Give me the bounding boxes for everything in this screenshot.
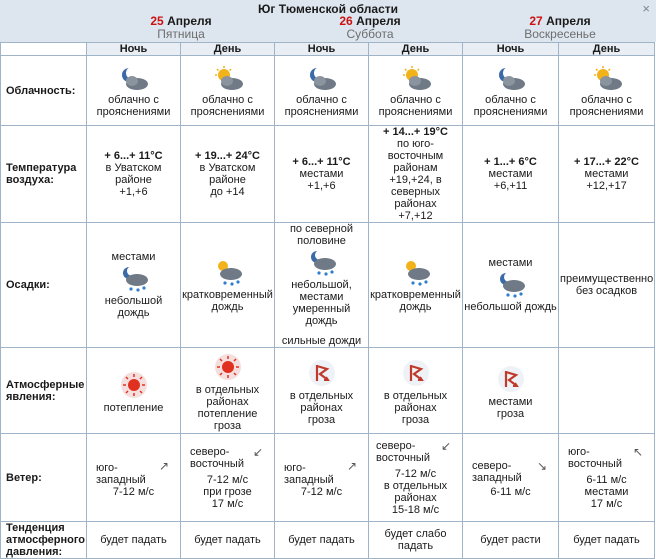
precip-text: небольшой,: [291, 279, 352, 291]
temp-extra: +6,+11: [493, 180, 528, 192]
row-label: [1, 522, 87, 559]
day-number: 25: [150, 14, 164, 28]
sun-rain-icon: [399, 259, 433, 287]
period-label: День: [181, 43, 275, 56]
period-label: День: [369, 43, 463, 56]
row-label-line: давления:: [6, 546, 63, 558]
precip-text: умеренный дождь: [292, 303, 351, 327]
wind-speed: 7-12 м/с: [394, 467, 437, 480]
moon-rain-icon: [117, 265, 151, 293]
temp-extra: местами: [584, 168, 629, 180]
wind-speed: 15-18 м/с: [391, 503, 440, 516]
wind-speed: в отдельных: [383, 479, 448, 492]
period-header-row: [1, 43, 655, 56]
row-label: Облачность:: [1, 56, 87, 126]
cloud-text: прояснениями: [473, 105, 548, 118]
precip-top: по северной: [289, 223, 354, 235]
temp-extra: местами: [299, 168, 344, 180]
temp-cell: [275, 126, 369, 223]
wind-cell: [559, 434, 655, 522]
temp-extra: +19,+24, в: [389, 174, 442, 186]
moon-cloud-icon: [117, 66, 151, 92]
wind-direction-block: [276, 458, 367, 486]
wind-speed: 17 м/с: [590, 497, 623, 510]
forecast-header: [0, 0, 656, 42]
temp-cell: [87, 126, 181, 223]
day-name: Пятница: [157, 27, 205, 41]
moon-cloud-icon: [305, 66, 339, 92]
wind-direction-line: восточный: [376, 451, 430, 464]
temp-extra: +12,+17: [586, 180, 627, 192]
wind-direction-block: [464, 458, 557, 486]
sun-warm-icon: [119, 370, 149, 400]
phen-text: районах: [394, 401, 437, 414]
region-title: Юг Тюменской области: [258, 2, 398, 16]
sun-warm-icon: [213, 352, 243, 382]
phen-cell: [559, 348, 655, 434]
thunder-icon: [401, 358, 431, 388]
precip-top: половине: [297, 235, 346, 247]
temp-extra: +7,+12: [398, 210, 433, 222]
precip-cell: [87, 223, 181, 348]
wind-arrow-icon: ↙: [252, 444, 263, 459]
wind-arrow-icon: ↘: [536, 458, 547, 473]
precipitation-row: [1, 223, 655, 348]
temp-extra: районам: [393, 162, 438, 174]
phen-text: потепление: [103, 401, 164, 414]
pressure-cell: будет падать: [181, 522, 275, 559]
wind-cell: [369, 434, 463, 522]
temp-extra: в Уватском районе: [105, 162, 162, 186]
pressure-cell: будет падать: [275, 522, 369, 559]
phen-text: гроза: [496, 407, 525, 420]
precip-text: сильные дожди: [281, 335, 362, 347]
phen-text: в отдельных: [195, 383, 260, 396]
day-name: Воскресенье: [524, 27, 596, 41]
wind-direction: [568, 446, 622, 470]
cloud-text: облачно с: [390, 93, 441, 106]
row-label: Осадки:: [1, 223, 87, 348]
cloud-text: облачно с: [485, 93, 536, 106]
temp-main: + 14...+ 19°С: [383, 126, 448, 138]
wind-cell: [275, 434, 369, 522]
pressure-cell: будет расти: [463, 522, 559, 559]
wind-speed: районах: [394, 491, 437, 504]
row-label: [1, 348, 87, 434]
temp-main: + 19...+ 24°С: [195, 150, 260, 162]
wind-speed: 7-12 м/с: [300, 485, 343, 498]
moon-rain-icon: [494, 271, 528, 299]
precip-cell: [181, 223, 275, 348]
phen-text: гроза: [307, 413, 336, 426]
wind-cell: [181, 434, 275, 522]
row-label-line: Атмосферные: [6, 378, 85, 391]
wind-speed: 6-11 м/с: [490, 485, 531, 498]
wind-direction-line: северо-: [190, 445, 230, 458]
period-label: Ночь: [275, 43, 369, 56]
temp-main: + 1...+ 6°С: [484, 156, 537, 168]
temp-cell: [559, 126, 655, 223]
temp-main: + 6...+ 11°С: [292, 156, 351, 168]
wind-direction-block: [182, 446, 273, 474]
temp-extra: местами: [488, 168, 533, 180]
cloud-text: прояснениями: [190, 105, 265, 118]
cloud-text: облачно с: [296, 93, 347, 106]
day-month: Апреля: [167, 14, 212, 28]
temp-main: + 6...+ 11°С: [104, 150, 163, 162]
wind-row: [1, 434, 655, 522]
precip-text: небольшой дождь: [104, 295, 163, 319]
cloud-text: облачно с: [581, 93, 632, 106]
temp-cell: [463, 126, 559, 223]
precip-text: дождь: [211, 301, 244, 313]
wind-direction-line: восточный: [568, 457, 622, 470]
wind-direction-line: юго-: [96, 461, 118, 474]
row-label-line: атмосферного: [6, 534, 86, 546]
wind-direction: [190, 446, 244, 470]
cloud-text: прояснениями: [284, 105, 359, 118]
precip-cell: [463, 223, 559, 348]
wind-direction-line: северо-: [376, 439, 416, 452]
cloud-cell: [369, 56, 463, 126]
day-month: Апреля: [356, 14, 401, 28]
wind-direction-line: восточный: [190, 457, 244, 470]
phen-text: в отдельных: [289, 389, 354, 402]
phen-text: гроза: [213, 419, 242, 432]
row-label-line: Температура: [6, 162, 77, 174]
wind-direction-line: юго-: [568, 445, 590, 458]
precip-text: кратковременный: [370, 289, 461, 301]
precip-cell: [559, 223, 655, 348]
day-header-2: [276, 15, 464, 41]
phenomena-row: [1, 348, 655, 434]
forecast-table: [0, 42, 655, 559]
wind-arrow-icon: ↖: [632, 444, 643, 459]
sun-cloud-icon: [590, 66, 624, 92]
phen-cell: [87, 348, 181, 434]
wind-cell: [87, 434, 181, 522]
cloud-cell: [463, 56, 559, 126]
wind-direction-block: [560, 446, 653, 474]
phen-cell: [463, 348, 559, 434]
moon-cloud-icon: [494, 66, 528, 92]
temp-extra: в Уватском районе: [199, 162, 256, 186]
wind-direction: [472, 460, 522, 484]
wind-arrow-icon: ↙: [440, 438, 451, 453]
thunder-icon: [307, 358, 337, 388]
temperature-row: [1, 126, 655, 223]
precip-text: местами: [299, 291, 344, 303]
wind-direction-block: [88, 458, 179, 486]
precip-cell: [275, 223, 369, 348]
precip-text: дождь: [399, 301, 432, 313]
precip-text: преимущественно: [560, 273, 654, 285]
pressure-cell: будет падать: [559, 522, 655, 559]
phen-text: в отдельных: [383, 389, 448, 402]
day-header-3: [466, 15, 654, 41]
thunder-icon: [496, 364, 526, 394]
wind-speed: местами: [584, 485, 629, 498]
precip-text: небольшой дождь: [464, 301, 557, 313]
period-label: Ночь: [463, 43, 559, 56]
wind-direction: [96, 462, 146, 486]
cloud-text: облачно с: [108, 93, 159, 106]
cloud-text: прояснениями: [96, 105, 171, 118]
cloud-text: облачно с: [202, 93, 253, 106]
cloud-cell: [275, 56, 369, 126]
wind-direction-line: юго-: [284, 461, 306, 474]
wind-speed: 17 м/с: [211, 497, 244, 510]
cloud-text: прояснениями: [569, 105, 644, 118]
temp-extra: +1,+6: [119, 186, 148, 198]
phen-text: потепление: [197, 407, 258, 420]
wind-speed: 7-12 м/с: [112, 485, 155, 498]
period-label: День: [559, 43, 655, 56]
phen-text: районах: [206, 395, 249, 408]
pressure-row: [1, 522, 655, 559]
wind-direction-line: западный: [284, 473, 334, 486]
day-number: 26: [339, 14, 353, 28]
day-number: 27: [529, 14, 543, 28]
row-label-line: воздуха:: [6, 174, 54, 186]
phen-cell: [369, 348, 463, 434]
cloud-cell: [559, 56, 655, 126]
row-label-line: явления:: [6, 390, 56, 403]
corner-cell: [1, 43, 87, 56]
row-label: Ветер:: [1, 434, 87, 522]
wind-arrow-icon: ↗: [158, 458, 169, 473]
wind-speed: при грозе: [203, 485, 252, 498]
wind-speed: 7-12 м/с: [206, 473, 249, 486]
wind-direction-line: западный: [472, 471, 522, 484]
day-header-1: [88, 15, 274, 41]
sun-rain-icon: [211, 259, 245, 287]
sun-cloud-icon: [399, 66, 433, 92]
wind-direction-line: северо-: [472, 459, 512, 472]
wind-cell: [463, 434, 559, 522]
moon-rain-icon: [305, 249, 339, 277]
row-label-line: Тенденция: [6, 522, 65, 534]
wind-direction-line: западный: [96, 473, 146, 486]
wind-direction: [376, 440, 430, 464]
wind-direction-block: [370, 440, 461, 468]
phen-text: гроза: [401, 413, 430, 426]
cloud-text: прояснениями: [378, 105, 453, 118]
precip-text: кратковременный: [182, 289, 273, 301]
precip-top: местами: [111, 251, 156, 263]
temp-extra: северных районах: [390, 186, 441, 210]
wind-arrow-icon: ↗: [346, 458, 357, 473]
temp-cell: [181, 126, 275, 223]
temp-main: + 17...+ 22°С: [574, 156, 639, 168]
period-label: Ночь: [87, 43, 181, 56]
temp-extra: по юго-восточным: [387, 138, 444, 162]
precip-top: местами: [488, 257, 533, 269]
precip-cell: [369, 223, 463, 348]
phen-text: районах: [300, 401, 343, 414]
pressure-cell: будет падать: [87, 522, 181, 559]
cloudiness-row: [1, 56, 655, 126]
sun-cloud-icon: [211, 66, 245, 92]
row-label: [1, 126, 87, 223]
day-month: Апреля: [546, 14, 591, 28]
close-icon[interactable]: ×: [642, 1, 650, 16]
day-name: Суббота: [346, 27, 394, 41]
temp-cell: [369, 126, 463, 223]
phen-text: местами: [488, 395, 533, 408]
phen-cell: [181, 348, 275, 434]
pressure-cell: будет слабо падать: [369, 522, 463, 559]
precip-text: [276, 327, 367, 335]
phen-cell: [275, 348, 369, 434]
temp-extra: +1,+6: [307, 180, 336, 192]
precip-text: без осадков: [575, 285, 638, 297]
wind-speed: 6-11 м/с: [586, 473, 627, 486]
cloud-cell: [87, 56, 181, 126]
cloud-cell: [181, 56, 275, 126]
temp-extra: до +14: [210, 186, 245, 198]
wind-direction: [284, 462, 334, 486]
